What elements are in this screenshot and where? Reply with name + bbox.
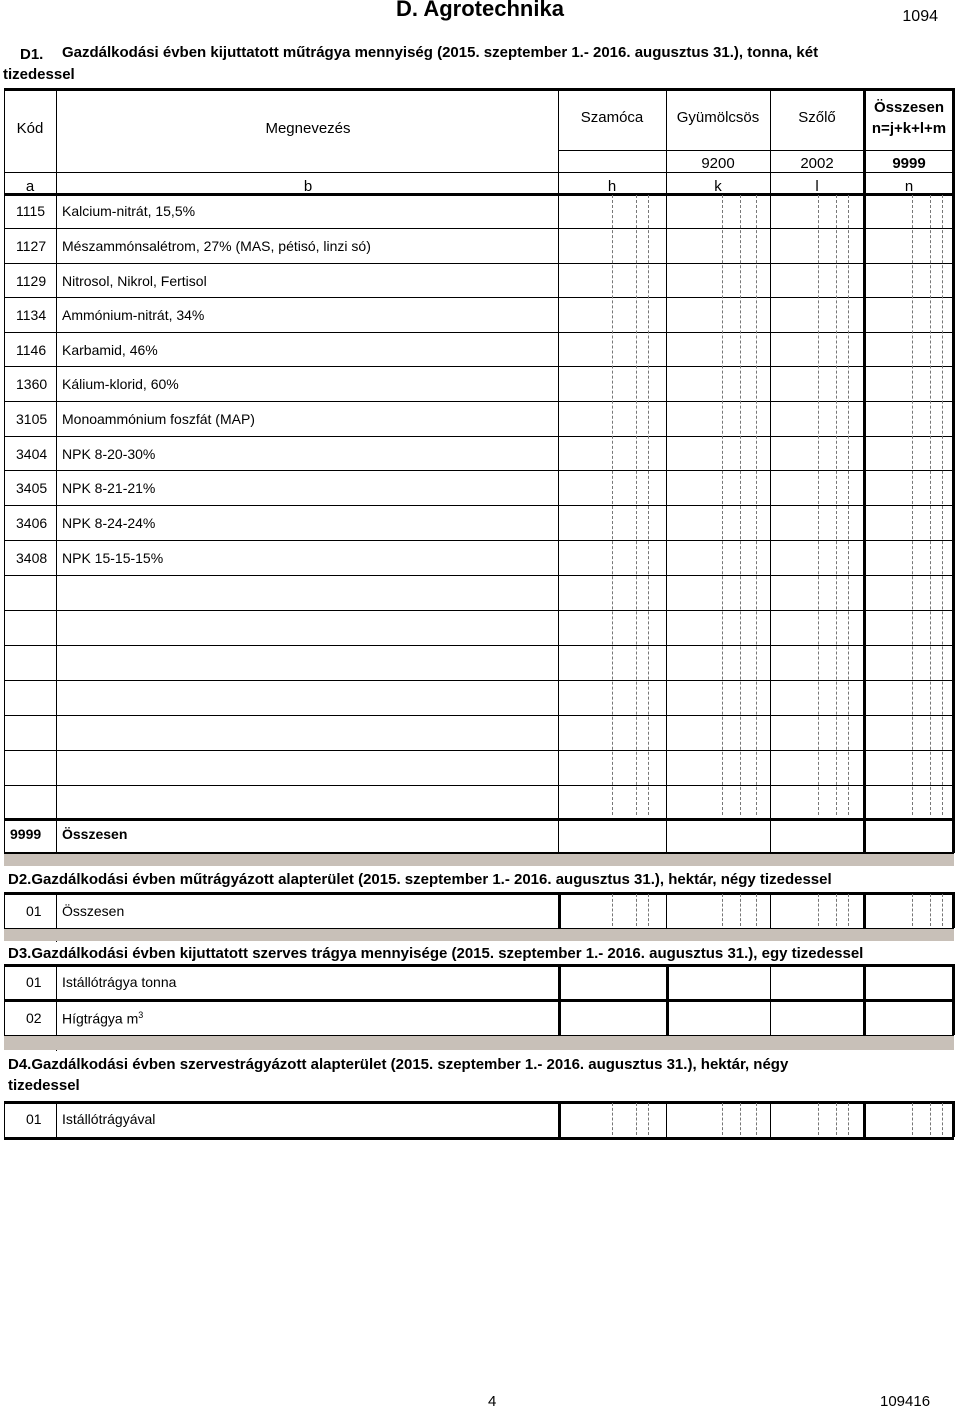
shaded-band-d3 [4, 1036, 954, 1050]
h-rule [4, 401, 954, 402]
digit-box-divider [612, 1103, 613, 1135]
col-code-szolo: 2002 [800, 155, 834, 172]
row-name: Monoammónium foszfát (MAP) [62, 411, 255, 427]
v-rule [666, 88, 667, 193]
col-header-osszesen: Összesen [873, 99, 945, 116]
v-rule [558, 892, 561, 928]
digit-box-divider [722, 1103, 723, 1135]
digit-box-divider [818, 894, 819, 926]
row-code: 1127 [16, 238, 47, 254]
v-rule [4, 892, 5, 928]
row-code: 3404 [16, 446, 48, 462]
digit-box-divider [942, 1103, 943, 1135]
section-d1-description-2: tizedessel [3, 66, 75, 83]
d2-row-label: Összesen [62, 903, 125, 919]
v-rule [56, 193, 57, 853]
v-rule [666, 964, 669, 1035]
row-name: NPK 8-20-30% [62, 446, 156, 462]
shaded-band-d1 [4, 854, 954, 866]
row-name: NPK 8-24-24% [62, 515, 156, 531]
page-number: 4 [488, 1393, 497, 1410]
digit-box-divider [612, 894, 613, 926]
form-number: 1094 [902, 8, 938, 25]
digit-box-divider [848, 195, 849, 815]
row-code: 1115 [16, 203, 46, 219]
row-name: NPK 8-21-21% [62, 480, 156, 496]
section-d1-description: Gazdálkodási évben kijuttatott műtrágya mennyiség (2015. szeptember 1.- 2016. augusztus 31.), tonna, két [62, 44, 819, 61]
digit-box-divider [930, 1103, 931, 1135]
digit-box-divider [612, 195, 613, 815]
section-d3-title: D3.Gazdálkodási évben kijuttatott szerves trágya mennyisége (2015. szeptember 1.- 2016. augusztus 31.), egy tizedessel [8, 945, 864, 962]
digit-box-divider [848, 1103, 849, 1135]
digit-box-divider [836, 195, 837, 815]
row-code: 3408 [16, 550, 48, 566]
row-name: NPK 15-15-15% [62, 550, 164, 566]
row-name: Karbamid, 46% [62, 342, 158, 358]
v-rule [770, 193, 771, 853]
col-letter-n: n [904, 178, 914, 195]
v-rule [666, 193, 667, 853]
row-name: Ammónium-nitrát, 34% [62, 307, 205, 323]
digit-box-divider [648, 195, 649, 815]
h-rule [4, 172, 954, 173]
d3-row-2-code: 02 [26, 1010, 42, 1026]
digit-box-divider [636, 1103, 637, 1135]
h-rule [4, 193, 954, 196]
digit-box-divider [912, 195, 913, 815]
h-rule [4, 818, 954, 821]
document-number: 109416 [880, 1393, 931, 1410]
digit-box-divider [836, 1103, 837, 1135]
row-name: Kálium-klorid, 60% [62, 376, 179, 392]
h-rule [4, 999, 954, 1002]
digit-box-divider [818, 195, 819, 815]
digit-box-divider [912, 894, 913, 926]
row-name: Nitrosol, Nikrol, Fertisol [62, 273, 207, 289]
h-rule [4, 228, 954, 229]
shaded-band-d2 [4, 929, 954, 941]
digit-box-divider [930, 894, 931, 926]
digit-box-divider [648, 894, 649, 926]
digit-box-divider [912, 1103, 913, 1135]
row-code: 3105 [16, 411, 48, 427]
section-d1-code: D1. [20, 46, 44, 63]
v-rule [952, 892, 955, 928]
v-rule [952, 964, 955, 1035]
v-rule [952, 1101, 955, 1137]
digit-box-divider [636, 894, 637, 926]
col-letter-b: b [303, 178, 313, 195]
v-rule [863, 1101, 866, 1137]
col-letter-h: h [607, 178, 617, 195]
col-header-szamoca: Szamóca [580, 109, 644, 126]
digit-box-divider [648, 1103, 649, 1135]
row-name: Mészammónsalétrom, 27% (MAS, pétisó, linzi só) [62, 238, 371, 254]
digit-box-divider [740, 195, 741, 815]
v-rule [863, 892, 866, 928]
digit-box-divider [942, 894, 943, 926]
col-header-megnevezes: Megnevezés [265, 120, 351, 137]
row-code: 1134 [16, 307, 47, 323]
digit-box-divider [636, 195, 637, 815]
h-rule [4, 297, 954, 298]
section-d4-title-2: tizedessel [8, 1077, 80, 1094]
h-rule [4, 436, 954, 437]
h-rule [4, 1137, 954, 1140]
section-d4-title: D4.Gazdálkodási évben szervestrágyázott alapterület (2015. szeptember 1.- 2016. augusztus 31.), hektár, négy [8, 1056, 789, 1073]
h-rule [4, 366, 954, 367]
h-rule [4, 750, 954, 751]
v-rule [666, 892, 667, 928]
d3-row-1-label: Istállótrágya tonna [62, 974, 177, 990]
v-rule [770, 892, 771, 928]
row-code: 1146 [16, 342, 47, 358]
digit-box-divider [942, 195, 943, 815]
h-rule [4, 332, 954, 333]
digit-box-divider [930, 195, 931, 815]
h-rule [4, 610, 954, 611]
row-code: 3406 [16, 515, 48, 531]
col-letter-a: a [25, 178, 35, 195]
digit-box-divider [722, 894, 723, 926]
col-code-osszesen: 9999 [892, 155, 926, 172]
h-rule [4, 645, 954, 646]
h-rule [558, 150, 954, 151]
col-header-gyumolcsos: Gyümölcsös [676, 109, 760, 126]
h-rule [4, 470, 954, 471]
d3-row-2-superscript: 3 [138, 1010, 144, 1020]
digit-box-divider [740, 1103, 741, 1135]
d4-row-code: 01 [26, 1111, 42, 1127]
page-title: D. Agrotechnika [396, 0, 564, 21]
row-code: 3405 [16, 480, 48, 496]
h-rule [4, 505, 954, 506]
h-rule [4, 785, 954, 786]
h-rule [4, 575, 954, 576]
h-rule [4, 540, 954, 541]
v-rule [56, 1101, 57, 1137]
section-d2-title: D2.Gazdálkodási évben műtrágyázott alapterület (2015. szeptember 1.- 2016. augusztus 31.), hektár, négy tizedessel [8, 871, 832, 888]
col-header-osszesen-formula: n=j+k+l+m [871, 120, 947, 137]
col-header-szolo: Szőlő [798, 109, 836, 126]
v-rule [770, 1101, 771, 1137]
v-rule [770, 964, 771, 1035]
row-code: 1129 [16, 273, 47, 289]
digit-box-divider [756, 195, 757, 815]
digit-box-divider [836, 894, 837, 926]
digit-box-divider [848, 894, 849, 926]
h-rule [4, 1101, 954, 1104]
total-row-label: Összesen [62, 826, 128, 842]
v-rule [4, 964, 5, 1035]
digit-box-divider [756, 894, 757, 926]
d3-row-1-code: 01 [26, 974, 42, 990]
table-top-border [4, 88, 954, 91]
v-rule [863, 964, 866, 1035]
h-rule [4, 263, 954, 264]
v-rule [558, 88, 559, 193]
v-rule [558, 1101, 561, 1137]
d2-row-code: 01 [26, 903, 42, 919]
h-rule [4, 680, 954, 681]
v-rule [558, 964, 561, 1035]
col-letter-k: k [714, 178, 722, 195]
h-rule [4, 964, 954, 967]
col-code-gyumolcsos: 9200 [701, 155, 735, 172]
v-rule [4, 1101, 5, 1137]
v-rule [666, 1101, 667, 1137]
row-code: 1360 [16, 376, 48, 392]
d3-row-2-label: Hígtrágya $m^3$ [62, 1010, 144, 1027]
row-name: Kalcium-nitrát, 15,5% [62, 203, 196, 219]
digit-box-divider [740, 894, 741, 926]
digit-box-divider [756, 1103, 757, 1135]
col-letter-l: l [815, 178, 819, 195]
total-row-code: 9999 [10, 826, 42, 842]
d4-row-label: Istállótrágyával [62, 1111, 156, 1127]
v-rule [558, 193, 559, 853]
h-rule [4, 892, 954, 895]
v-rule [770, 88, 771, 193]
digit-box-divider [818, 1103, 819, 1135]
col-header-kod: Kód [16, 120, 44, 137]
digit-box-divider [722, 195, 723, 815]
v-rule [56, 88, 57, 193]
h-rule [4, 715, 954, 716]
